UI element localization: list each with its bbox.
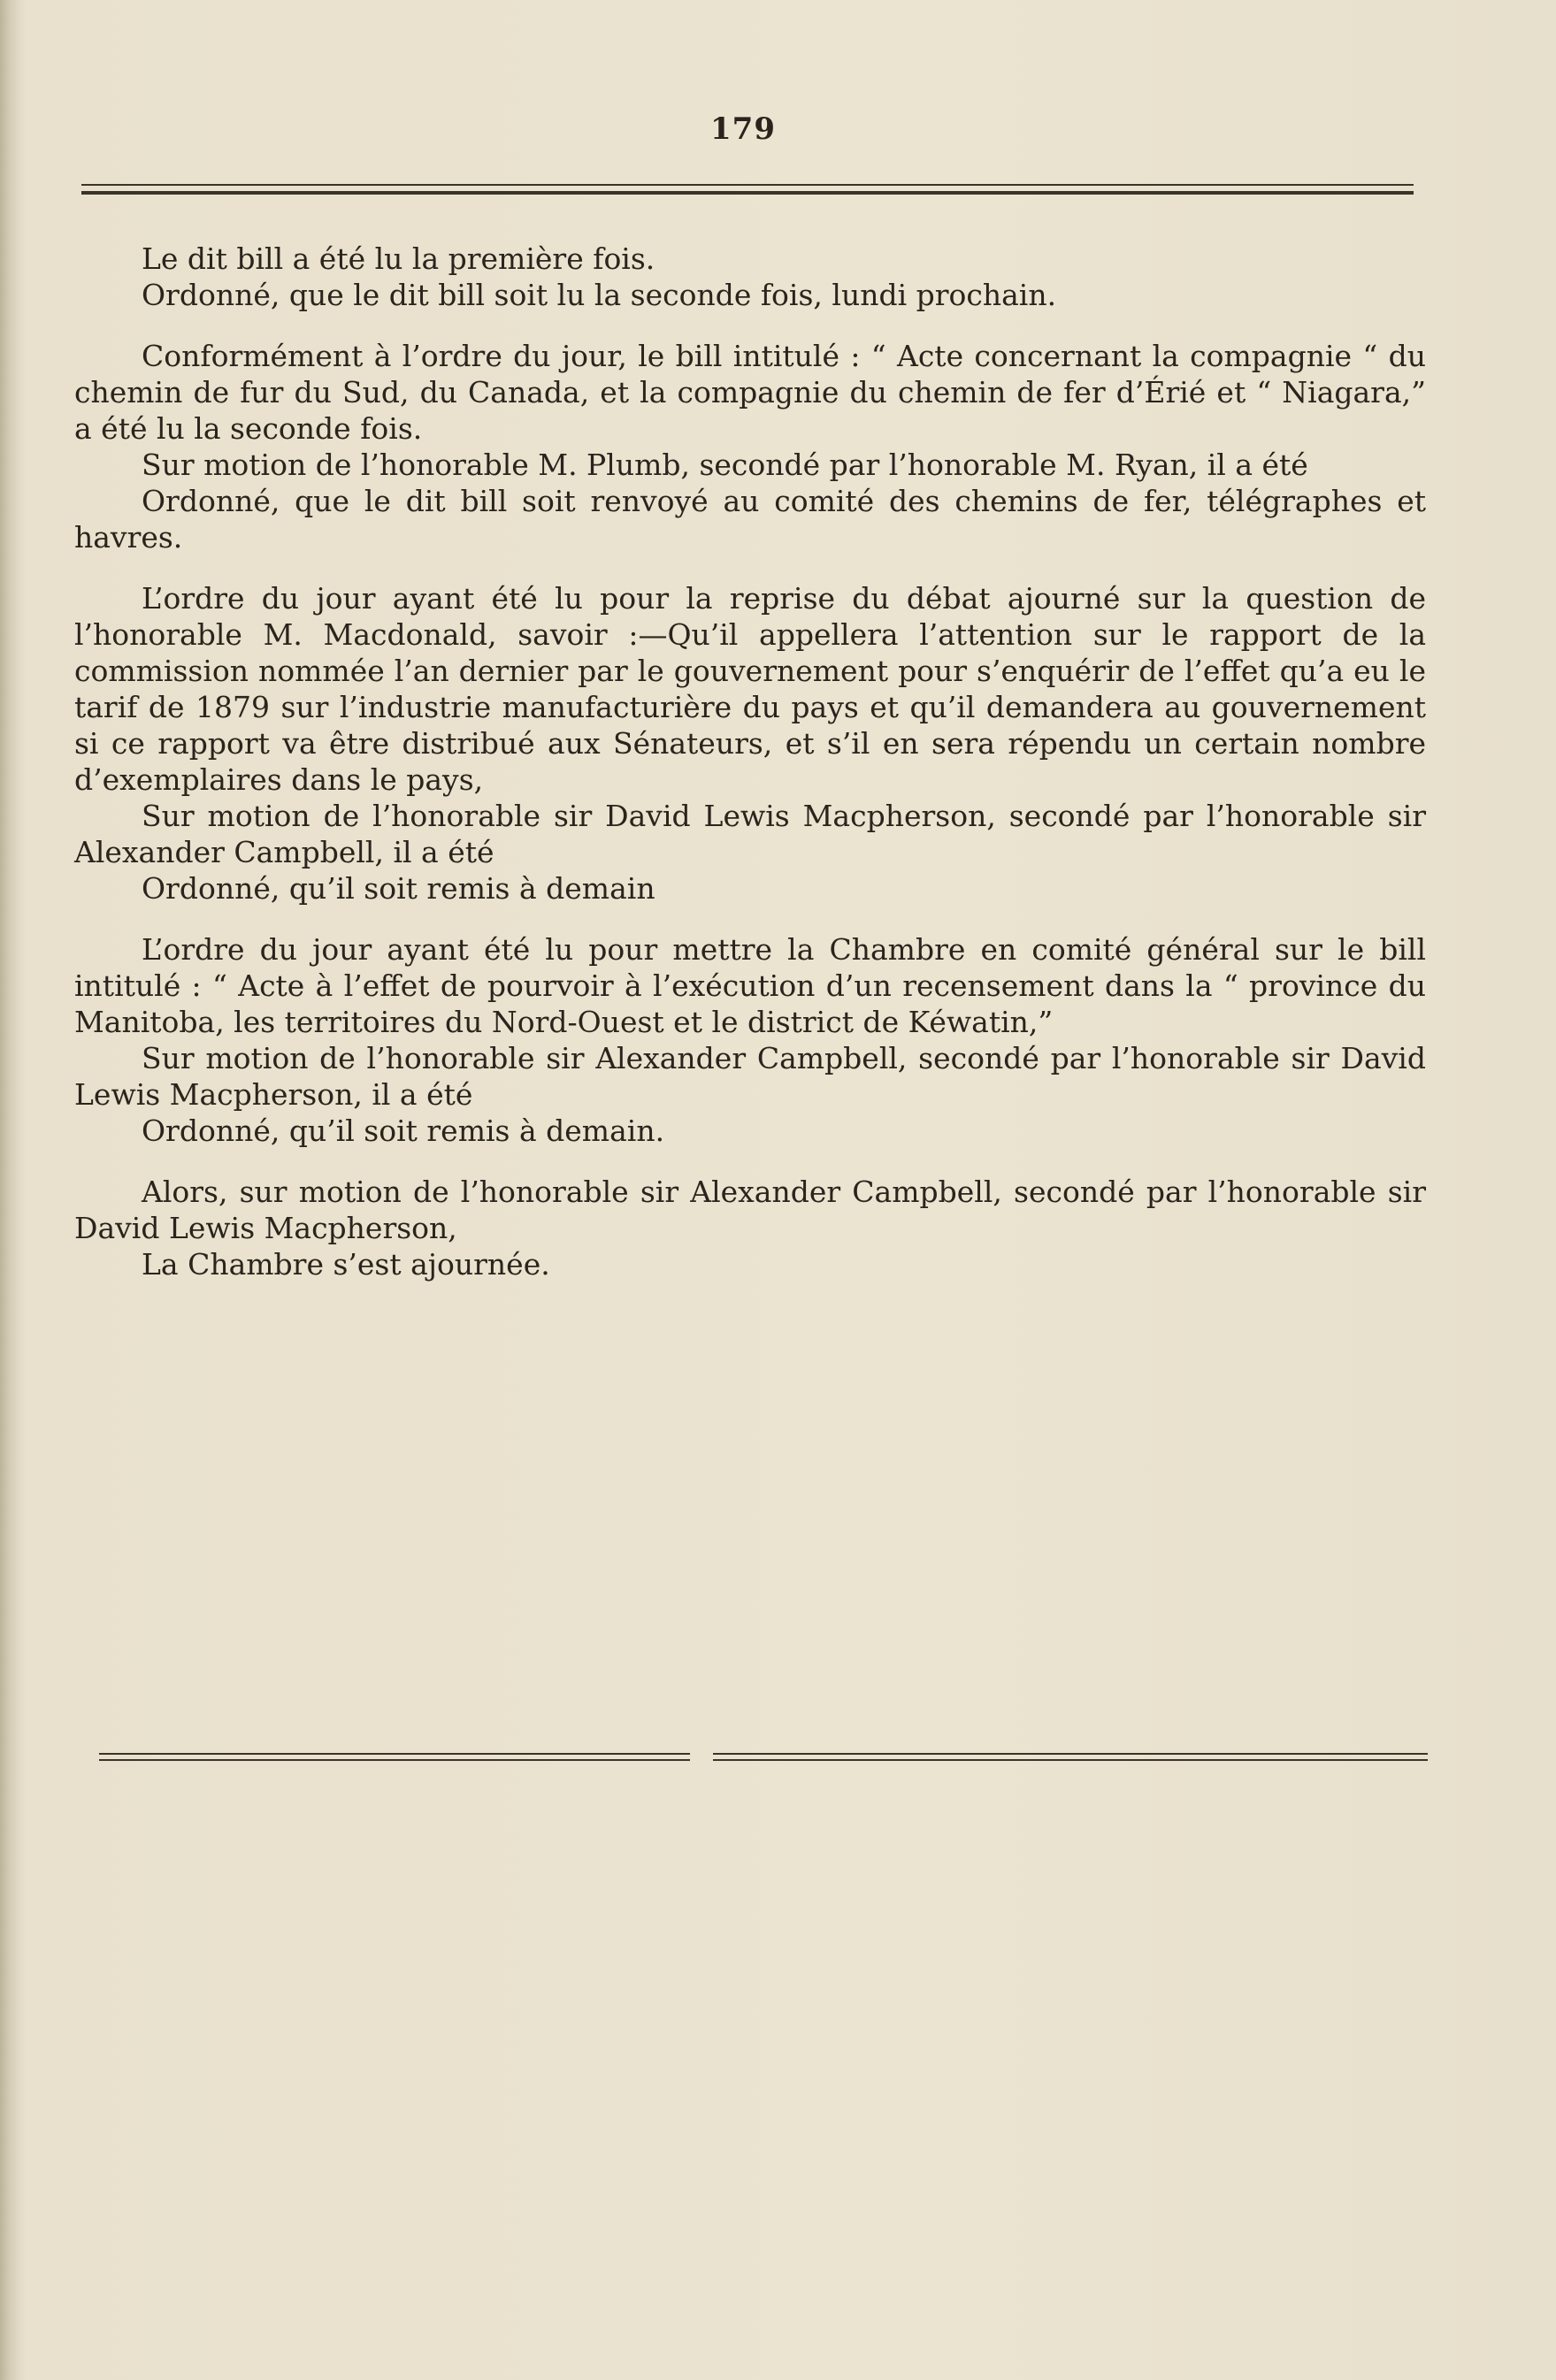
paragraph-adjourned: La Chambre s’est ajournée. xyxy=(142,1247,550,1282)
paragraph-first-reading: Le dit bill a été lu la première fois. xyxy=(142,241,655,276)
document-body xyxy=(74,241,1426,1282)
paragraph-committee-referral: Ordonné, que le dit bill soit renvoyé au comité des chemins de fer, télégraphes et havres. xyxy=(74,484,1426,555)
paragraph-second-reading-order: Ordonné, que le dit bill soit lu la seconde fois, lundi prochain. xyxy=(142,278,1057,312)
paragraph-census-bill: L’ordre du jour ayant été lu pour mettre la Chambre en comité général sur le bill intitulé : “ Acte à l’effet de pourvoir à l’exécution d’un recensement dans la “ province du Manitoba, les territoires du Nord-Ouest et le district de Kéwatin,” xyxy=(74,932,1426,1039)
footer-rule-right xyxy=(713,1753,1428,1755)
paragraph-plumb-motion: Sur motion de l’honorable M. Plumb, secondé par l’honorable M. Ryan, il a été xyxy=(142,448,1308,482)
footer-rule-left xyxy=(99,1753,690,1755)
header-rule-thick xyxy=(81,191,1414,195)
paragraph-macpherson-motion: Sur motion de l’honorable sir David Lewis Macpherson, secondé par l’honorable sir Alexander Campbell, il a été xyxy=(74,799,1426,869)
paragraph-adjournment-motion: Alors, sur motion de l’honorable sir Alexander Campbell, secondé par l’honorable sir David Lewis Macpherson, xyxy=(74,1175,1426,1245)
page-number: 179 xyxy=(710,111,776,147)
paragraph-tariff-debate: L’ordre du jour ayant été lu pour la reprise du débat ajourné sur la question de l’honorable M. Macdonald, savoir :—Qu’il appellera l’attention sur le rapport de la commission nommée l’an dernier par le gouvernement pour s’enquérir de l’effet qu’a eu le tarif de 1879 sur l’industrie manufacturière du pays et qu’il demandera au gouvernement si ce rapport va être distribué aux Sénateurs, et s’il en sera répendu un certain nombre d’exemplaires dans le pays, xyxy=(74,581,1426,797)
binding-edge xyxy=(0,0,19,2380)
paragraph-railway-bill: Conformément à l’ordre du jour, le bill intitulé : “ Acte concernant la compagnie “ du chemin de fur du Sud, du Canada, et la compagnie du chemin de fer d’Érié et “ Niagara,” a été lu la seconde fois. xyxy=(74,339,1426,446)
paragraph-postponed-again: Ordonné, qu’il soit remis à demain. xyxy=(142,1113,665,1148)
paragraph-postponed: Ordonné, qu’il soit remis à demain xyxy=(142,871,655,906)
header-rule xyxy=(81,184,1414,186)
paragraph-campbell-motion: Sur motion de l’honorable sir Alexander Campbell, secondé par l’honorable sir David Lewis Macpherson, il a été xyxy=(74,1041,1426,1112)
